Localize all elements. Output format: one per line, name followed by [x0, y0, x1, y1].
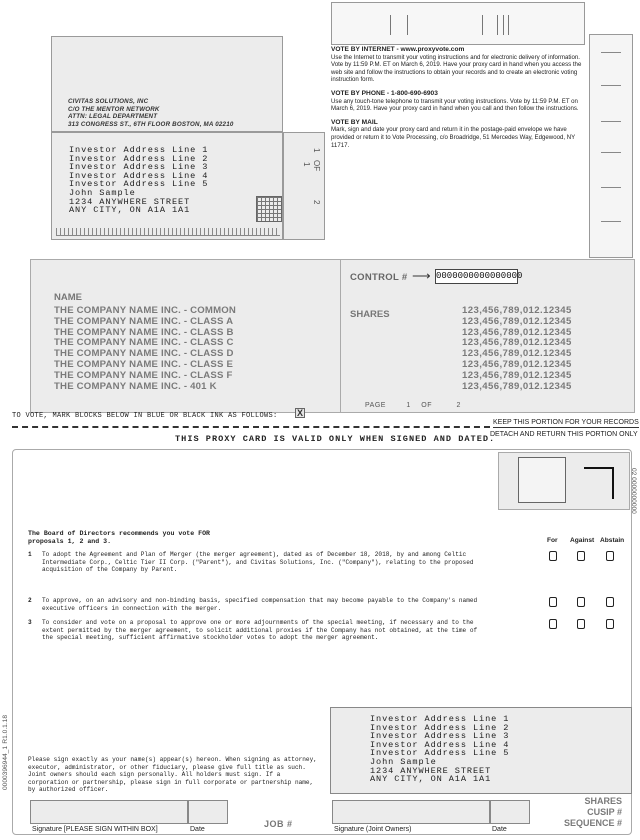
- side-code: 02 0000000000: [630, 468, 637, 514]
- company-name: THE COMPANY NAME INC. - COMMON: [54, 305, 237, 316]
- valid-notice: THIS PROXY CARD IS VALID ONLY WHEN SIGNED AND DATED.: [175, 434, 496, 444]
- date-field[interactable]: [188, 800, 228, 824]
- vote-abstain-1-checkbox[interactable]: [606, 551, 614, 561]
- holdings-divider: [340, 259, 341, 413]
- column-abstain: Abstain: [600, 537, 625, 544]
- arrow-right-icon: ⟶: [412, 268, 431, 283]
- share-value: 123,456,789,012.12345: [462, 305, 572, 316]
- company-list: [54, 306, 236, 392]
- page-footer: PAGE 1 OF 2: [365, 402, 461, 409]
- detach-return-label: DETACH AND RETURN THIS PORTION ONLY: [490, 431, 638, 438]
- control-label: CONTROL #: [350, 272, 408, 283]
- date-label: Date: [190, 826, 205, 833]
- share-value: 123,456,789,012.12345: [462, 337, 572, 349]
- signature-label: Signature [PLEASE SIGN WITHIN BOX]: [32, 826, 158, 833]
- column-against: Against: [570, 537, 595, 544]
- shares-header: SHARES: [350, 309, 390, 320]
- sign-instructions: Please sign exactly as your name(s) appear(s) hereon. When signing as attorney, executor, administrator, or other fiduciary, please give full title as such. Joint owners should each sign personally. All holders must sign. If a corporation or partnership, please sign in full corporate or partnership name, by authorized officer.: [28, 756, 317, 794]
- grid-barcode-icon: [256, 196, 282, 222]
- proposal-number: 3: [28, 619, 32, 626]
- sequence-label: SEQUENCE #: [563, 818, 622, 828]
- sender-address: CIVITAS SOLUTIONS, INC C/O THE MENTOR NETWORK ATTN: LEGAL DEPARTMENT 313 CONGRESS ST., 6TH FLOOR BOSTON, MA 02210: [68, 98, 234, 128]
- mark-example-box: X: [296, 408, 303, 418]
- share-value: 123,456,789,012.12345: [462, 380, 572, 392]
- share-value: 123,456,789,012.12345: [462, 326, 572, 338]
- vote-for-1-checkbox[interactable]: [549, 551, 557, 561]
- joint-signature-field[interactable]: [332, 800, 490, 824]
- company-name: THE COMPANY NAME INC. - CLASS E: [54, 358, 234, 370]
- company-name: THE COMPANY NAME INC. - 401 K: [54, 380, 217, 392]
- vote-against-3-checkbox[interactable]: [577, 619, 585, 629]
- left-code-1: 0000396944_1: [2, 746, 9, 791]
- corner-mark: [584, 467, 614, 499]
- proposal-number: 2: [28, 597, 32, 604]
- vote-abstain-2-checkbox[interactable]: [606, 597, 614, 607]
- detach-line: [12, 426, 490, 428]
- page-current: 1: [312, 148, 321, 153]
- joint-date-label: Date: [492, 826, 507, 833]
- signature-field[interactable]: [30, 800, 188, 824]
- company-name: THE COMPANY NAME INC. - CLASS C: [54, 337, 234, 349]
- page-code: 2: [312, 200, 321, 205]
- ruler-marks: [56, 228, 280, 236]
- cusip-label: CUSIP #: [587, 807, 622, 817]
- qr-code-square: [518, 457, 566, 503]
- page-total: 1: [302, 162, 311, 167]
- vote-against-1-checkbox[interactable]: [577, 551, 585, 561]
- share-value: 123,456,789,012.12345: [462, 315, 572, 327]
- vote-against-2-checkbox[interactable]: [577, 597, 585, 607]
- joint-signature-label: Signature (Joint Owners): [334, 826, 412, 833]
- mark-instruction: TO VOTE, MARK BLOCKS BELOW IN BLUE OR BLACK INK AS FOLLOWS:: [12, 412, 278, 420]
- vote-abstain-3-checkbox[interactable]: [606, 619, 614, 629]
- vote-instructions: [331, 46, 583, 149]
- vote-for-3-checkbox[interactable]: [549, 619, 557, 629]
- share-value: 123,456,789,012.12345: [462, 369, 572, 381]
- column-for: For: [547, 537, 558, 544]
- vote-mail-title: VOTE BY MAIL: [331, 118, 378, 126]
- vote-internet-body: Use the Internet to transmit your voting instructions and for electronic delivery of information. Vote by 11:59 P.M. ET on March 6, 2019. Have your proxy card in hand when you access the web site and follow the instructions to obtain your records and to create an electronic voting instruction form.: [331, 53, 582, 84]
- company-name: THE COMPANY NAME INC. - CLASS D: [54, 348, 234, 360]
- proposal-number: 1: [28, 551, 32, 558]
- right-labels: [560, 796, 622, 829]
- vote-internet-title: VOTE BY INTERNET - www.proxyvote.com: [331, 46, 465, 53]
- right-marker-strip: [589, 34, 633, 258]
- proposal-text: To approve, on an advisory and non-binding basis, specified compensation that may become payable to the Company's named executive officers in connection with the merger.: [42, 597, 478, 612]
- vote-phone-body: Use any touch-tone telephone to transmit your voting instructions. Vote by 11:59 P.M. ET on March 6, 2019. Have your proxy card in hand when you call and then follow the instructions.: [331, 97, 579, 113]
- vote-for-2-checkbox[interactable]: [549, 597, 557, 607]
- company-name: THE COMPANY NAME INC. - CLASS B: [54, 326, 234, 338]
- joint-date-field[interactable]: [490, 800, 530, 824]
- name-header: NAME: [54, 292, 82, 303]
- share-values: [462, 306, 572, 392]
- page-of: OF: [312, 160, 321, 172]
- board-recommendation: The Board of Directors recommends you vote FOR proposals 1, 2 and 3.: [28, 530, 211, 545]
- company-name: THE COMPANY NAME INC. - CLASS F: [54, 369, 233, 381]
- vote-phone-title: VOTE BY PHONE - 1-800-690-6903: [331, 89, 438, 97]
- page-indicator: [300, 148, 324, 208]
- investor-address-bottom: Investor Address Line 1 Investor Address Line 2 Investor Address Line 3 Investor Address Line 4 Investor Address Line 5 John Sample 1234 ANYWHERE STREET ANY CITY, ON A1A 1A1: [370, 714, 510, 785]
- job-label: JOB #: [264, 819, 293, 829]
- proposal-text: To consider and vote on a proposal to approve one or more adjournments of the special meeting, if necessary and to the extent permitted by the merger agreement, to solicit additional proxies if the Company has not obtained, at the time of the special meeting, sufficient affirmative stockholder votes to adopt the merger agreement.: [42, 619, 478, 642]
- keep-portion-label: KEEP THIS PORTION FOR YOUR RECORDS: [493, 419, 639, 426]
- investor-address-top: Investor Address Line 1 Investor Address Line 2 Investor Address Line 3 Investor Address Line 4 Investor Address Line 5 John Sample 1234 ANYWHERE STREET ANY CITY, ON A1A 1A1: [69, 145, 209, 216]
- control-number: 0000000000000000: [435, 269, 518, 284]
- company-name: THE COMPANY NAME INC. - CLASS A: [54, 315, 234, 327]
- share-value: 123,456,789,012.12345: [462, 358, 572, 370]
- barcode-area: [331, 2, 585, 45]
- proposal-text: To adopt the Agreement and Plan of Merger (the merger agreement), dated as of December 18, 2018, by and among Celtic Intermediate Corp., Celtic Tier II Corp. ("Parent"), and Civitas Solutions, Inc. ("Company"), relating to the proposed acquisition of the Company by Parent.: [42, 551, 474, 574]
- shares-label: SHARES: [584, 796, 622, 806]
- share-value: 123,456,789,012.12345: [462, 348, 572, 360]
- vote-mail-body: Mark, sign and date your proxy card and return it in the postage-paid envelope we have provided or return it to Vote Processing, c/o Broadridge, 51 Mercedes Way, Edgewood, NY 11717.: [331, 126, 576, 149]
- left-code-2: R1.0.1.18: [2, 715, 9, 744]
